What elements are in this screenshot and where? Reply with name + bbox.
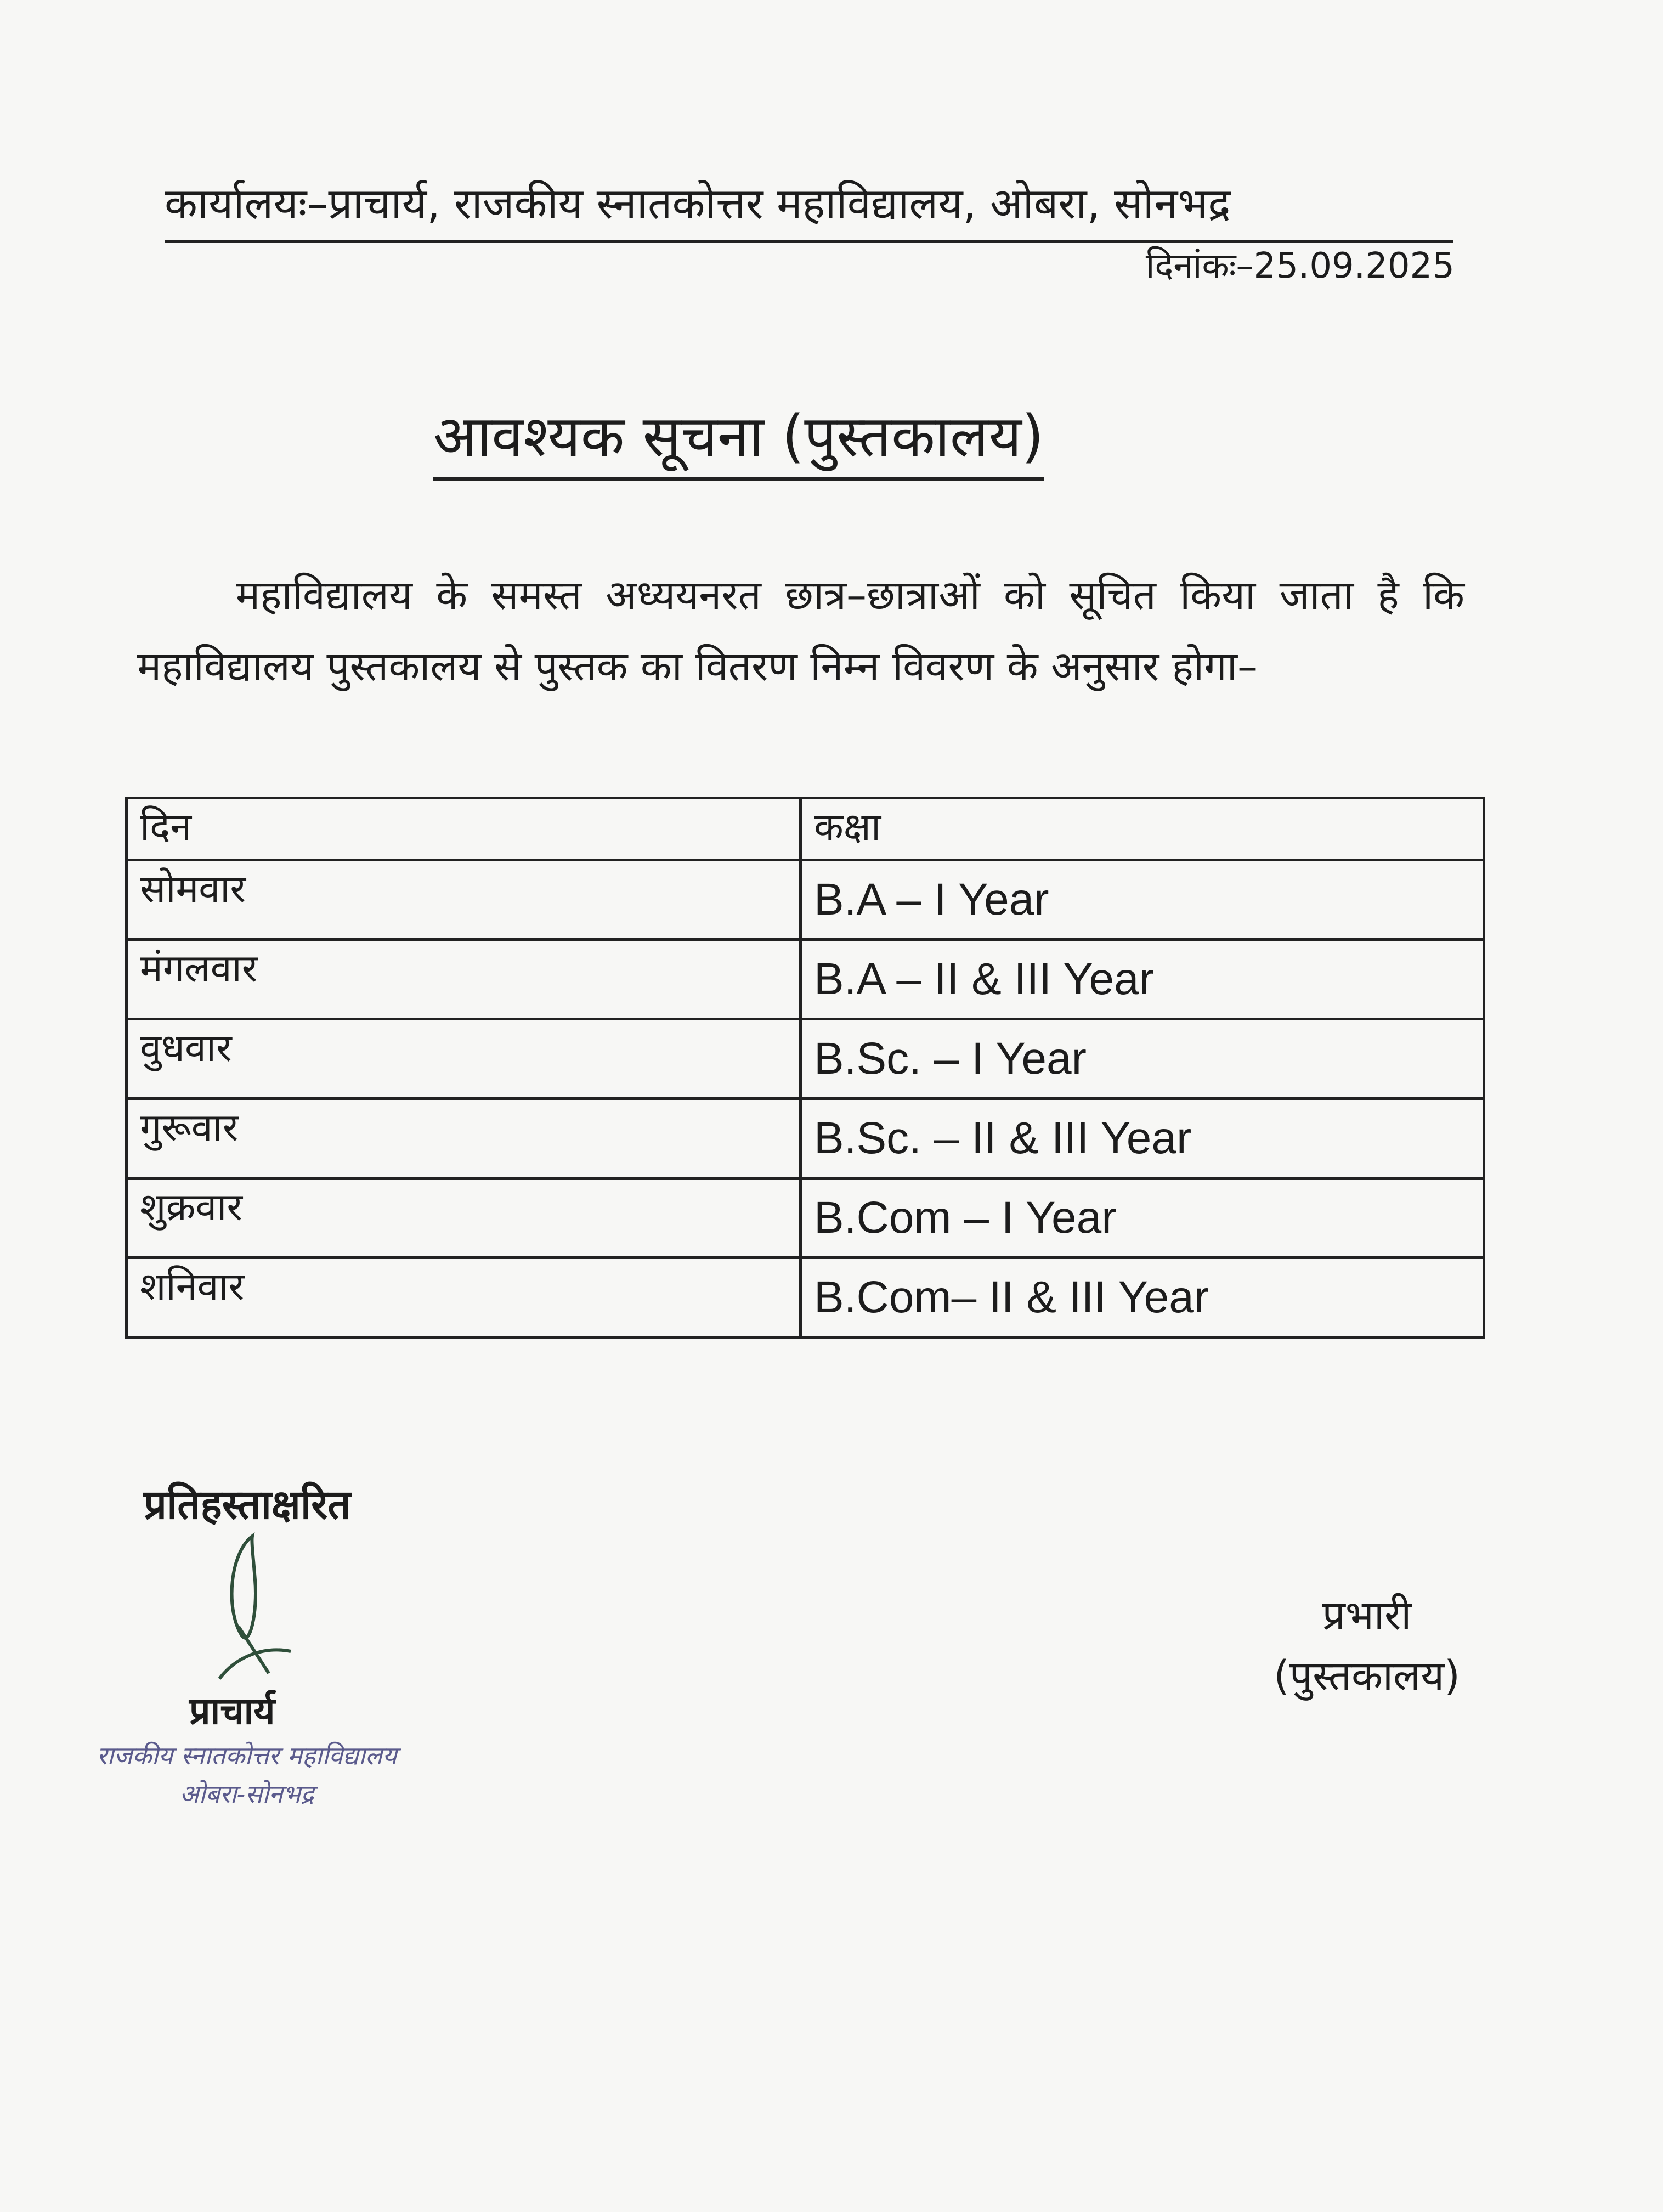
college-seal: [71, 1736, 422, 1813]
seal-line-1: राजकीय स्नातकोत्तर महाविद्यालय: [97, 1741, 397, 1770]
row-class: B.Com– II & III Year: [801, 1258, 1484, 1338]
row-class: B.A – II & III Year: [801, 940, 1484, 1019]
notice-date: दिनांकः–25.09.2025: [1145, 246, 1455, 286]
header-class: कक्षा: [801, 798, 1484, 860]
signature-icon: [186, 1531, 329, 1695]
principal-label: प्राचार्य: [189, 1690, 275, 1733]
notice-title: आवश्यक सूचना (पुस्तकालय): [433, 395, 1044, 481]
countersigned-label: प्रतिहस्ताक्षरित: [144, 1481, 351, 1528]
row-day: वुधवार: [127, 1019, 801, 1099]
table-row: [127, 1178, 1484, 1258]
header-day: दिन: [127, 798, 801, 860]
row-day: गुरूवार: [127, 1099, 801, 1178]
row-day: सोमवार: [127, 860, 801, 940]
office-header: कार्यालयः–प्राचार्य, राजकीय स्नातकोत्तर महाविद्यालय, ओबरा, सोनभद्र: [165, 171, 1453, 243]
row-day: शनिवार: [127, 1258, 801, 1338]
table-row: [127, 940, 1484, 1019]
incharge-dept: (पुस्तकालय): [1274, 1652, 1460, 1700]
table-row: [127, 860, 1484, 940]
row-class: B.Com – I Year: [801, 1178, 1484, 1258]
row-day: शुक्रवार: [127, 1178, 801, 1258]
table-row: [127, 1258, 1484, 1338]
seal-line-2: ओबरा-सोनभद्र: [179, 1779, 314, 1809]
table-row: [127, 1019, 1484, 1099]
table-header-row: [127, 798, 1484, 860]
table-row: [127, 1099, 1484, 1178]
incharge-label: प्रभारी: [1322, 1592, 1412, 1639]
schedule-table: [125, 797, 1485, 1339]
incharge-block: [1274, 1585, 1460, 1706]
row-class: B.A – I Year: [801, 860, 1484, 940]
row-class: B.Sc. – II & III Year: [801, 1099, 1484, 1178]
row-class: B.Sc. – I Year: [801, 1019, 1484, 1099]
row-day: मंगलवार: [127, 940, 801, 1019]
notice-body: [137, 560, 1464, 702]
notice-body-text: महाविद्यालय के समस्त अध्ययनरत छात्र–छात्राओं को सूचित किया जाता है कि महाविद्यालय पुस्तकालय से पुस्तक का वितरण निम्न विवरण के अनुसार होगा–: [137, 572, 1464, 690]
